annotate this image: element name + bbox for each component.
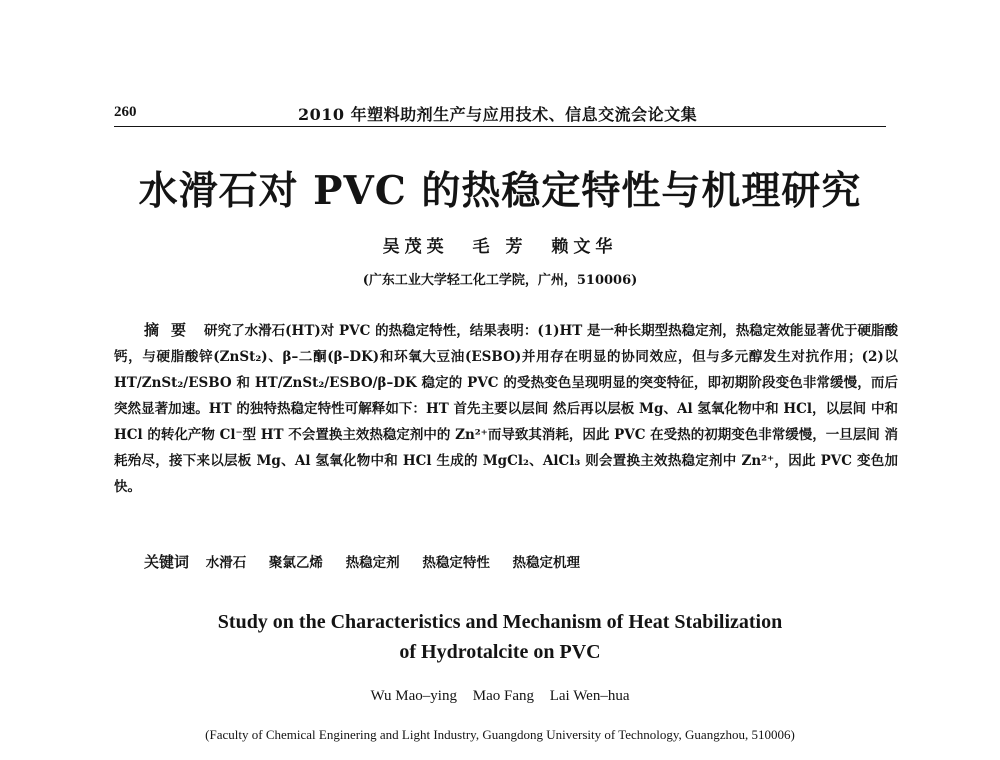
affiliation-cn: (广东工业大学轻工化工学院，广州，510006) [362,273,638,288]
keywords-label: 关键词 [144,553,190,571]
keyword: 热稳定机理 [512,555,581,571]
abstract-text: 研究了水滑石(HT)对 PVC 的热稳定特性，结果表明：(1)HT 是一种长期型热稳定剂，热稳定效能显著优于硬脂酸钙，与硬脂酸锌(ZnSt₂)、β–二酮(β–DK)和环氧大豆油(ESBO)并用存在明显的协同效应，但与多元醇发生对抗作用；(2)以 HT/ZnSt₂/ESBO 和 HT/ZnSt₂/ESBO/β–DK 稳定的 PVC 的受热变色呈现明显的突变特征，即初期阶段变色非常缓慢，而后突然显著加速。HT 的独特热稳定特性可解释如下：HT 首先主要以层间 然后再以层板 Mg、Al 氢氧化物中和 HCl，以层间 中和 HCl 的转化产物 Cl⁻型 HT 不会置换主效热稳定剂中的 Zn²⁺而导致其消耗，因此 PVC 在受热的初期变色非常缓慢，一旦层间 消耗殆尽，接下来以层板 Mg、Al 氢氧化物中和 HCl 生成的 MgCl₂、AlCl₃ 则会置换主效热稳定剂中 Zn²⁺，因此 PVC 变色加快。 [114,323,898,495]
authors-cn [0,232,1000,257]
affiliation-en: (Faculty of Chemical Enginering and Light Industry, Guangdong University of Technology, Guangzhou, 510006) [205,727,795,742]
author-en: Mao Fang [472,688,534,704]
keyword: 水滑石 [205,555,247,571]
paper-title-cn: 水滑石对 PVC 的热稳定特性与机理研究 [138,168,862,214]
journal-title: 2010 年塑料助剂生产与应用技术、信息交流会论文集 [298,105,698,124]
author-cn: 赖文华 [551,237,618,257]
paper-title-en [0,607,1000,667]
page-number: 260 [114,104,137,120]
author-en: Lai Wen–hua [549,688,630,704]
authors-en [0,688,1000,705]
abstract-label: 摘要 [144,321,199,339]
paper-title-en-line1: Study on the Characteristics and Mechanism of Heat Stabilization [217,611,783,633]
keyword: 聚氯乙烯 [268,555,323,571]
keyword: 热稳定特性 [422,555,490,571]
paper-title-en-line2: of Hydrotalcite on PVC [399,641,601,663]
keyword: 热稳定剂 [345,555,400,571]
abstract [114,317,898,500]
author-cn: 吴茂英 [382,237,449,257]
running-header [114,100,894,128]
header-rule [114,126,886,127]
author-cn: 毛 芳 [472,237,528,257]
author-en: Wu Mao–ying [370,688,457,704]
keywords [144,551,884,572]
